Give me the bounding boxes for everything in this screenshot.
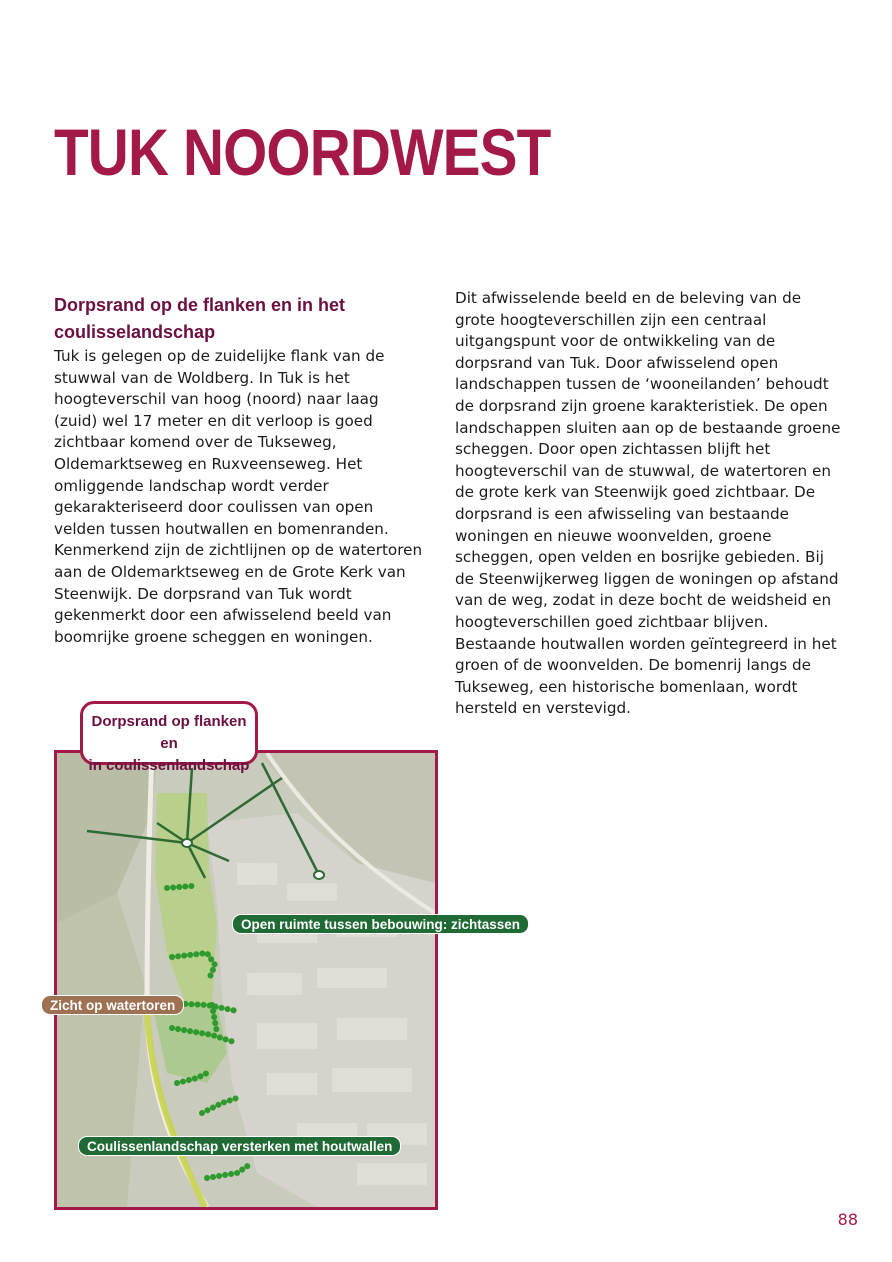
- label-water-tower: Zicht op watertoren: [41, 995, 184, 1015]
- section-heading-line2: coulisselandschap: [54, 322, 216, 342]
- section-heading: [54, 292, 424, 346]
- left-body-text: Tuk is gelegen op de zuidelijke flank van de stuwwal van de Woldberg. In Tuk is het hoogteverschil van hoog (noord) naar laag (zuid) wel 17 meter en dit verloop is goed zichtbaar komend over de Tukseweg, Oldemarktseweg en Ruxveenseweg. Het omliggende landschap wordt verder gekarakteriseerd door coulissen van open velden tussen houtwallen en bomenranden. Kenmerkend zijn de zichtlijnen op de watertoren aan de Oldemarktseweg en de Grote Kerk van Steenwijk. De dorpsrand van Tuk wordt gekenmerkt door een afwisselend beeld van boomrijke groene scheggen en woningen.: [54, 347, 423, 646]
- page-number: 88: [837, 1210, 858, 1229]
- left-column: [54, 292, 424, 648]
- right-body-text: Dit afwisselende beeld en de beleving van de grote hoogteverschillen zijn een centraal uitgangspunt voor de ontwikkeling van de dorpsrand van Tuk. Door afwisselend open landschappen tussen de ‘wooneilanden’ behoudt de dorpsrand zijn groene karakteristiek. De open landschappen sluiten aan op de bestaande groene scheggen. Door open zichtassen blijft het hoogteverschil van de stuwwal, de watertoren en de grote kerk van Steenwijk goed zichtbaar. De dorpsrand is een afwisseling van bestaande woningen en nieuwe woonvelden, groene scheggen, open velden en bosrijke gebieden. Bij de Steenwijkerweg liggen de woningen op afstand van de weg, zodat in deze bocht de weidsheid en hoogteverschillen goed zichtbaar blijven. Bestaande houtwallen worden geïntegreerd in het groen of de woonvelden. De bomenrij langs de Tukseweg, een historische bomenlaan, wordt hersteld en verstevigd.: [455, 289, 841, 718]
- right-column: [455, 288, 845, 720]
- page-title: TUK NOORDWEST: [54, 115, 551, 189]
- callout-line1: Dorpsrand op flanken en: [91, 713, 247, 752]
- map-callout-box: [80, 701, 258, 774]
- section-heading-line1: Dorpsrand op de flanken en in het: [54, 295, 346, 315]
- callout-line2: in coulissenlandschap: [88, 757, 250, 774]
- label-coulisse: Coulissenlandschap versterken met houtwallen: [78, 1136, 401, 1156]
- label-open-space: Open ruimte tussen bebouwing: zichtassen: [232, 914, 529, 934]
